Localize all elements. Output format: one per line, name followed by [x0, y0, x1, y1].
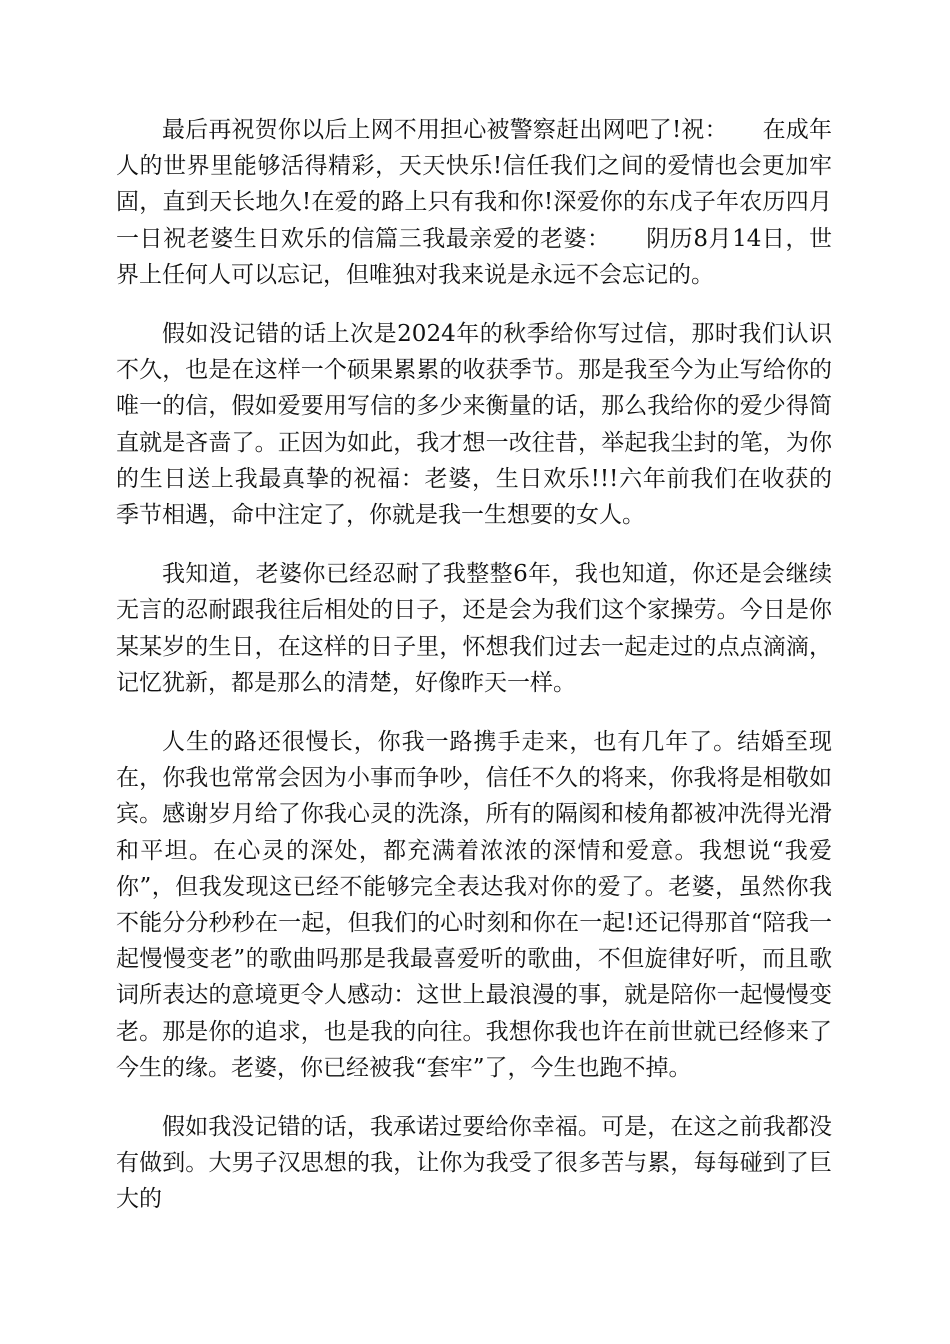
paragraph-4: 人生的路还很慢长，你我一路携手走来，也有几年了。结婚至现在，你我也常常会因为小事而争吵，信任不久的将来，你我将是相敬如宾。感谢岁月给了你我心灵的洗涤，所有的隔阂和棱角都被冲洗得光滑和平坦。在心灵的深处，都充满着浓浓的深情和爱意。我想说“我爱你”，但我发现这已经不能够完全表达我对你的爱了。老婆，虽然你我不能分分秒秒在一起，但我们的心时刻和你在一起!还记得那首“陪我一起慢慢变老”的歌曲吗那是我最喜爱听的歌曲，不但旋律好听，而且歌词所表达的意境更令人感动：这世上最浪漫的事，就是陪你一起慢慢变老。那是你的追求，也是我的向往。我想你我也许在前世就已经修来了今生的缘。老婆，你已经被我“套牢”了，今生也跑不掉。: [116, 729, 832, 1081]
paragraph-2: 假如没记错的话上次是2024年的秋季给你写过信，那时我们认识不久，也是在这样一个硕果累累的收获季节。那是我至今为止写给你的唯一的信，假如爱要用写信的多少来衡量的话，那么我给你的爱少得简直就是吝啬了。正因为如此，我才想一改往昔，举起我尘封的笔，为你的生日送上我最真挚的祝福：老婆，生日欢乐!!!六年前我们在收获的季节相遇，命中注定了，你就是我一生想要的女人。: [116, 321, 832, 529]
document-body: [116, 112, 832, 1241]
paragraph-5: 假如我没记错的话，我承诺过要给你幸福。可是，在这之前我都没有做到。大男子汉思想的我，让你为我受了很多苦与累，每每碰到了巨大的: [116, 1114, 832, 1213]
paragraph-1: 最后再祝贺你以后上网不用担心被警察赶出网吧了!祝： 在成年人的世界里能够活得精彩，天天快乐!信任我们之间的爱情也会更加牢固，直到天长地久!在爱的路上只有我和你!深爱你的东戊子年农历四月一日祝老婆生日欢乐的信篇三我最亲爱的老婆： 阴历8月14日，世界上任何人可以忘记，但唯独对我来说是永远不会忘记的。: [116, 117, 832, 288]
paragraph-3: 我知道，老婆你已经忍耐了我整整6年，我也知道，你还是会继续无言的忍耐跟我往后相处的日子，还是会为我们这个家操劳。今日是你某某岁的生日，在这样的日子里，怀想我们过去一起走过的点点滴滴，记忆犹新，都是那么的清楚，好像昨天一样。: [116, 561, 832, 696]
